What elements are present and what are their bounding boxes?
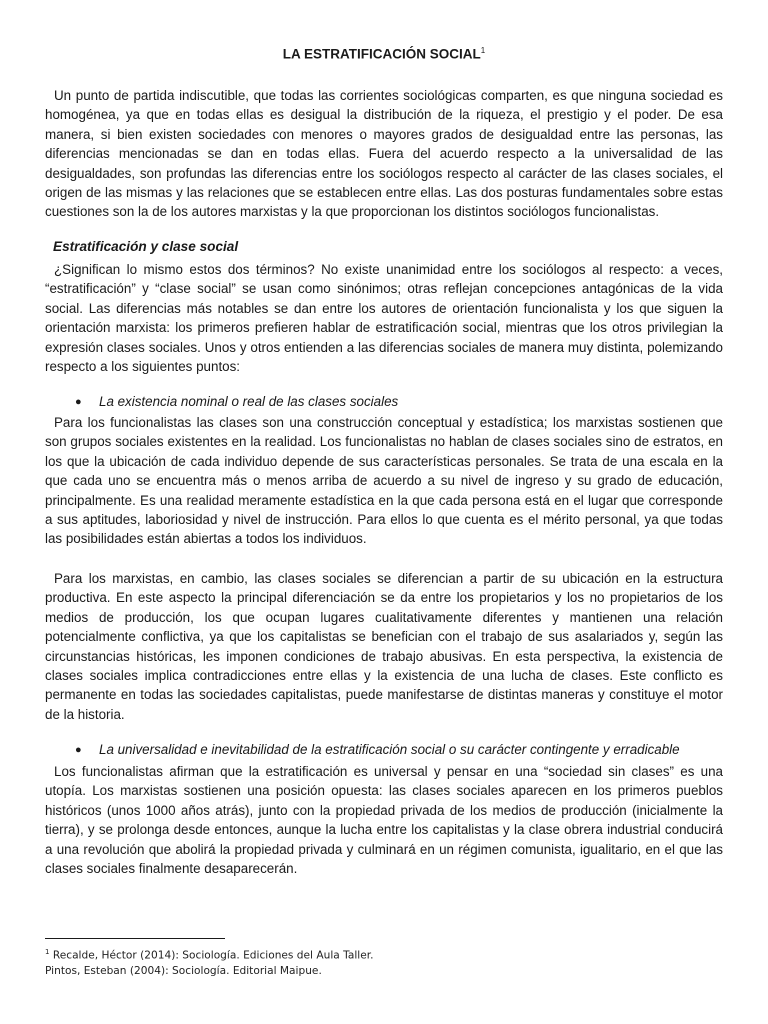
section-paragraph: ¿Significan lo mismo estos dos términos? No existe unanimidad entre los sociólogos al respecto: a veces, “estratificación” y “clase social” se usan como sinónimos; otras reflejan concepciones antagónicas de la vida social. Las diferencias más notables se dan entre los autores de orientación funcionalista y los que siguen la orientación marxista: los primeros prefieren hablar de estratificación social, mientras que los otros privilegian la expresión clases sociales. Unos y otros entienden a las diferencias sociales de manera muy distinta, polemizando respecto a los siguientes puntos: (45, 262, 723, 375)
page-title (45, 46, 723, 62)
bullet-dot-icon: ● (75, 743, 82, 756)
title-text: LA ESTRATIFICACIÓN SOCIAL (282, 46, 481, 62)
bullet-1-paragraph-1: Para los funcionalistas las clases son una construcción conceptual y estadística; los marxistas sostienen que son grupos sociales existentes en la realidad. Los funcionalistas no hablan de clases sociales sino de estratos, en los que la ubicación de cada individuo depende de sus características personales. Se trata de una escala en la que cada uno se encuentra más o menos arriba de acuerdo a su nivel de ingreso y su grado de educación, principalmente. Es una realidad meramente estadística en la que cada persona está en el lugar que corresponde a sus aptitudes, laboriosidad y nivel de instrucción. Para ellos lo que cuenta es el mérito personal, ya que todas las posibilidades están abiertas a todos los individuos. (45, 415, 723, 547)
section-heading: Estratificación y clase social (53, 239, 239, 254)
bullet-2-text: La universalidad e inevitabilidad de la estratificación social o su carácter contingente y erradicable (99, 742, 680, 757)
bullet-item-2 (75, 742, 680, 757)
bullet-1-paragraph-2: Para los marxistas, en cambio, las clases sociales se diferencian a partir de su ubicación en la estructura productiva. En este aspecto la principal diferenciación se da entre los propietarios y los no propietarios de los medios de producción, los que ocupan lugares cualitativamente diferentes y mantienen una relación potencialmente conflictiva, ya que los capitalistas se benefician con el trabajo de sus asalariados y, según las circunstancias históricas, les imponen condiciones de trabajo abusivas. En esta perspectiva, la existencia de clases sociales implica contradicciones entre ellas y la existencia de una lucha de clases. Este conflicto es permanente en todas las sociedades capitalistas, puede manifestarse de distintas maneras y constituye el motor de la historia. (45, 571, 723, 722)
title-footnote-mark[interactable]: 1 (480, 46, 486, 55)
bullet-2-paragraph: Los funcionalistas afirman que la estratificación es universal y pensar en una “sociedad sin clases” es una utopía. Los marxistas sostienen una posición opuesta: las clases sociales aparecen en los primeros pueblos históricos (unos 1000 años atrás), junto con la propiedad privada de los medios de producción (inicialmente la tierra), y se prolonga desde entonces, aunque la lucha entre los capitalistas y la clase obrera industrial conducirá a una revolución que abolirá la propiedad privada y culminará en un régimen comunista, igualitario, en el que las clases sociales finalmente desaparecerán. (45, 764, 723, 877)
footnotes (45, 945, 374, 980)
bullet-dot-icon: ● (75, 395, 82, 408)
footnote-text-1: Recalde, Héctor (2014): Sociología. Ediciones del Aula Taller. (49, 949, 374, 962)
footnote-line-2: Pintos, Esteban (2004): Sociología. Editorial Maipue. (45, 965, 322, 978)
intro-paragraph: Un punto de partida indiscutible, que todas las corrientes sociológicas comparten, es que ninguna sociedad es homogénea, ya que en todas ellas es desigual la distribución de la riqueza, el prestigio y el poder. De esa manera, si bien existen sociedades con menores o mayores grados de desigualdad entre las personas, las diferencias mencionadas se dan en todas ellas. Fuera del acuerdo respecto a la universalidad de las desigualdades, son profundas las diferencias entre los sociólogos respecto al carácter de las clases sociales, el origen de las mismas y las relaciones que se establecen entre ellas. Las dos posturas fundamentales sobre estas cuestiones son la de los autores marxistas y la que proporcionan los distintos sociólogos funcionalistas. (45, 88, 723, 220)
bullet-1-text: La existencia nominal o real de las clases sociales (99, 394, 399, 409)
footnote-line-1 (45, 945, 374, 964)
footnote-mark: 1 (45, 948, 50, 956)
bullet-item-1 (75, 394, 398, 409)
footnote-divider (45, 938, 225, 939)
